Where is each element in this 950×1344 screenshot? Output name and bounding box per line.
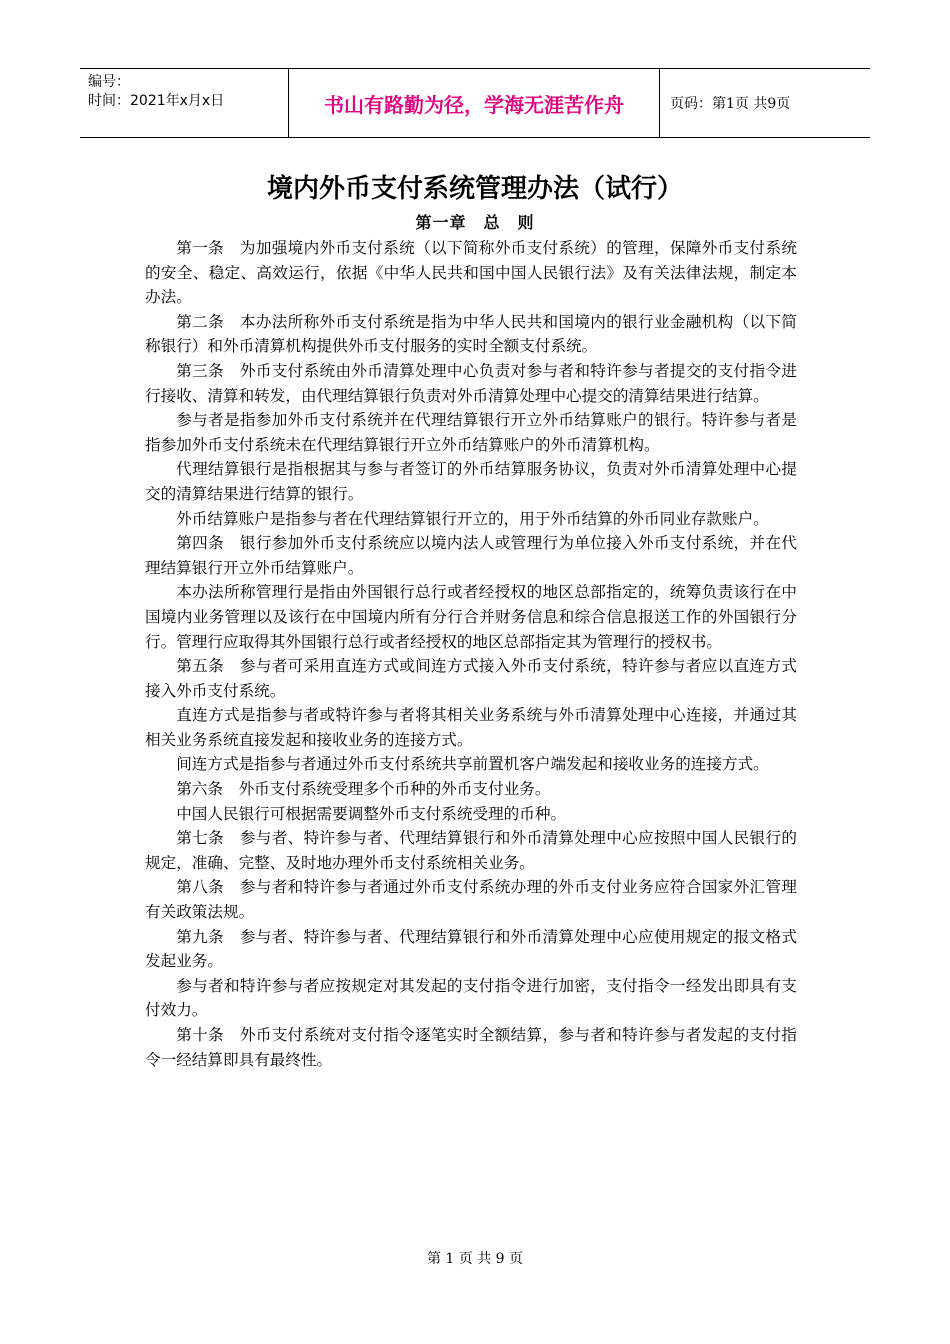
header-table: [80, 68, 870, 138]
chapter-heading: 第一章 总 则: [415, 213, 535, 232]
paragraph: 代理结算银行是指根据其与参与者签订的外币结算服务协议，负责对外币清算处理中心提交的清算结果进行结算的银行。: [145, 460, 797, 503]
paragraph: 第六条 外币支付系统受理多个币种的外币支付业务。: [176, 780, 551, 799]
paragraph: 第三条 外币支付系统由外币清算处理中心负责对参与者和特许参与者提交的支付指令进行接收、清算和转发，由代理结算银行负责对外币清算处理中心提交的清算结果进行结算。: [145, 361, 797, 405]
paragraph: 外币结算账户是指参与者在代理结算银行开立的，用于外币结算的外币同业存款账户。: [176, 509, 769, 528]
header-motto: 书山有路勤为径，学海无涯苦作舟: [288, 69, 660, 137]
paragraph: 第十条 外币支付系统对支付指令逐笔实时全额结算，参与者和特许参与者发起的支付指令一经结算即具有最终性。: [145, 1026, 797, 1069]
paragraph: 第七条 参与者、特许参与者、代理结算银行和外币清算处理中心应按照中国人民银行的规定，准确、完整、及时地办理外币支付系统相关业务。: [145, 829, 797, 872]
paragraph: 参与者是指参加外币支付系统并在代理结算银行开立外币结算账户的银行。特许参与者是指参加外币支付系统未在代理结算银行开立外币结算账户的外币清算机构。: [145, 411, 797, 454]
paragraph: 直连方式是指参与者或特许参与者将其相关业务系统与外币清算处理中心连接，并通过其相关业务系统直接发起和接收业务的连接方式。: [145, 706, 797, 749]
paragraph: 第二条 本办法所称外币支付系统是指为中华人民共和国境内的银行业金融机构（以下简称银行）和外币清算机构提供外币支付服务的实时全额支付系统。: [145, 312, 797, 356]
document-date: 时间：2021年x月x日: [88, 93, 225, 109]
paragraph: 间连方式是指参与者通过外币支付系统共享前置机客户端发起和接收业务的连接方式。: [176, 755, 769, 774]
page-footer: 第 1 页 共 9 页: [426, 1251, 524, 1267]
paragraph: 第四条 银行参加外币支付系统应以境内法人或管理行为单位接入外币支付系统，并在代理结算银行开立外币结算账户。: [145, 534, 797, 577]
header-page-info: 页码：第1页 共9页: [670, 96, 791, 112]
paragraph: 第一条 为加强境内外币支付系统（以下简称外币支付系统）的管理，保障外币支付系统的安全、稳定、高效运行，依据《中华人民共和国中国人民银行法》及有关法律法规，制定本办法。: [145, 239, 797, 307]
paragraph: 本办法所称管理行是指由外国银行总行或者经授权的地区总部指定的，统筹负责该行在中国境内业务管理以及该行在中国境内所有分行合并财务信息和综合信息报送工作的外国银行分行。管理行应取得其外国银行总行或者经授权的地区总部指定其为管理行的授权书。: [145, 583, 797, 651]
paragraph: 第五条 参与者可采用直连方式或间连方式接入外币支付系统，特许参与者应以直连方式接入外币支付系统。: [145, 657, 797, 700]
paragraph: 参与者和特许参与者应按规定对其发起的支付指令进行加密，支付指令一经发出即具有支付效力。: [145, 976, 797, 1020]
paragraph: 第九条 参与者、特许参与者、代理结算银行和外币清算处理中心应使用规定的报文格式发起业务。: [145, 927, 797, 971]
document-body: [145, 236, 797, 1072]
document-number-label: 编号：: [88, 74, 130, 90]
paragraph: 第八条 参与者和特许参与者通过外币支付系统办理的外币支付业务应符合国家外汇管理有关政策法规。: [145, 878, 797, 922]
header-meta: [80, 69, 288, 137]
paragraph: 中国人民银行可根据需要调整外币支付系统受理的币种。: [176, 804, 567, 823]
document-title: 境内外币支付系统管理办法（试行）: [266, 174, 683, 204]
